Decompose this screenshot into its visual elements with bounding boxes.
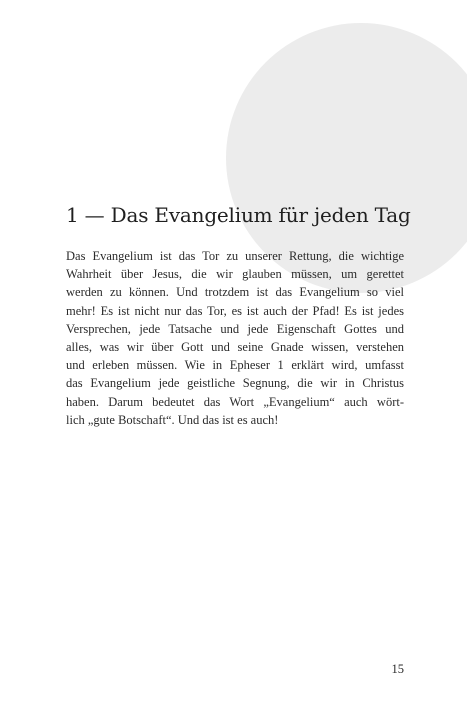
body-line: Wahrheit über Jesus, die wir glauben müssen, um gerettet <box>66 267 404 282</box>
body-line: Versprechen, jede Tatsache und jede Eigenschaft Gottes und <box>66 321 404 336</box>
body-line: und erleben müssen. Wie in Epheser 1 erklärt wird, umfasst <box>66 358 404 373</box>
body-line: werden zu können. Und trotzdem ist das Evangelium so viel <box>66 285 404 300</box>
body-line: mehr! Es ist nicht nur das Tor, es ist auch der Pfad! Es ist jedes <box>66 303 404 318</box>
page-number: 15 <box>391 662 404 676</box>
chapter-title: 1 — Das Evangelium für jeden Tag <box>66 203 411 227</box>
body-paragraph <box>66 247 404 429</box>
body-line: lich „gute Botschaft“. Und das ist es auch! <box>66 412 279 427</box>
body-line: Das Evangelium ist das Tor zu unserer Rettung, die wichtige <box>66 249 404 263</box>
body-line: haben. Darum bedeutet das Wort „Evangelium“ auch wört- <box>66 394 404 409</box>
body-line: das Evangelium jede geistliche Segnung, die wir in Christus <box>66 376 404 391</box>
body-line: alles, was wir über Gott und seine Gnade wissen, verstehen <box>66 340 404 355</box>
